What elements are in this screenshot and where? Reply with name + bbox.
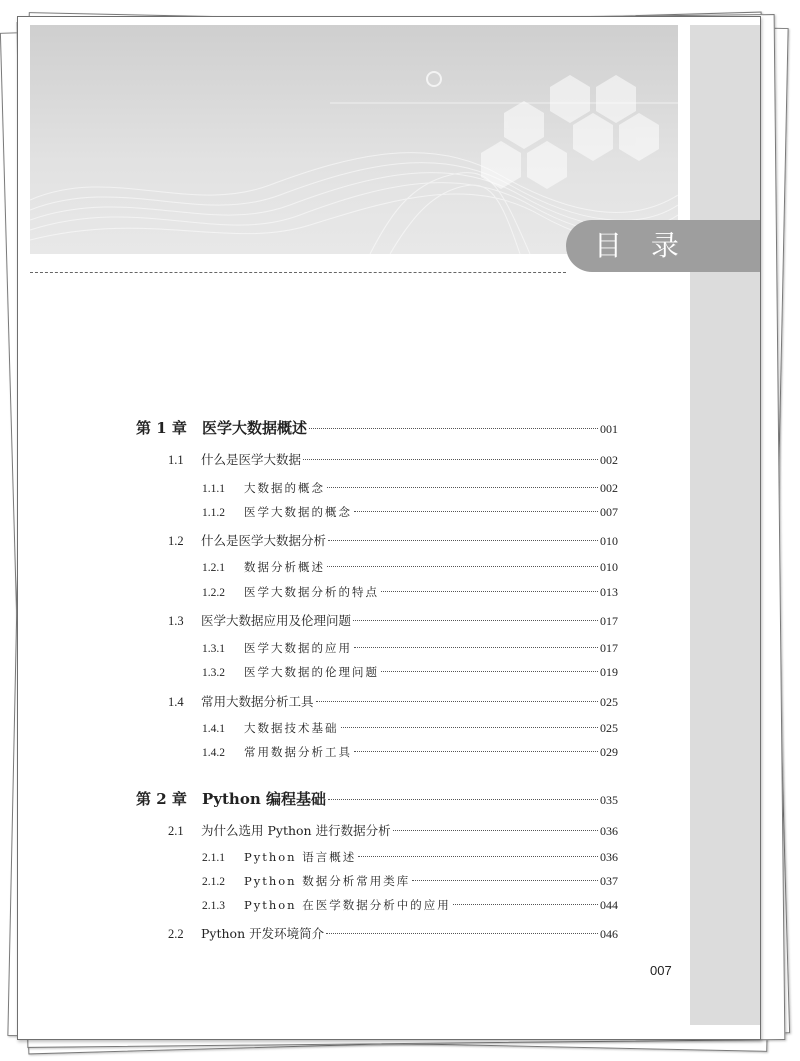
toc-entry-title: 常用数据分析工具 bbox=[244, 745, 352, 759]
toc-entry-number: 1.2.1 bbox=[202, 562, 225, 574]
toc-entry-title: 为什么选用 Python 进行数据分析 bbox=[201, 823, 391, 838]
toc-entry-page: 046 bbox=[600, 927, 618, 941]
dot-leader bbox=[358, 856, 598, 857]
dot-leader bbox=[353, 620, 598, 621]
toc-entry-title: 医学大数据的应用 bbox=[244, 641, 352, 655]
dot-leader bbox=[309, 428, 598, 429]
toc-entry-number: 2.2 bbox=[168, 927, 184, 941]
toc-entry-number: 1.3.1 bbox=[202, 643, 225, 655]
toc-entry-page: 017 bbox=[600, 641, 618, 655]
toc-entry-subsection[interactable] bbox=[202, 744, 618, 760]
toc-entry-title: Python 语言概述 bbox=[244, 850, 357, 864]
toc-entry-number: 1.1.2 bbox=[202, 507, 225, 519]
toc-entry-page: 002 bbox=[600, 453, 618, 467]
toc-entry-subsection[interactable] bbox=[202, 584, 618, 600]
toc-entry-number: 2.1.2 bbox=[202, 876, 225, 888]
toc-entry-chapter[interactable] bbox=[136, 788, 618, 809]
toc-entry-subsection[interactable] bbox=[202, 720, 618, 736]
toc-entry-page: 035 bbox=[600, 793, 618, 807]
toc-entry-page: 010 bbox=[600, 560, 618, 574]
toc-entry-number: 1.2.2 bbox=[202, 587, 225, 599]
toc-entry-subsection[interactable] bbox=[202, 480, 618, 496]
toc-entry-title: 什么是医学大数据分析 bbox=[201, 533, 327, 548]
toc-entry-subsection[interactable] bbox=[202, 849, 618, 865]
toc-entry-page: 019 bbox=[600, 665, 618, 679]
toc-page bbox=[17, 16, 761, 1040]
toc-entry-section[interactable] bbox=[168, 611, 618, 629]
dot-leader bbox=[341, 727, 599, 728]
toc-entry-subsection[interactable] bbox=[202, 664, 618, 680]
dot-leader bbox=[327, 487, 598, 488]
toc-entry-page: 037 bbox=[600, 874, 618, 888]
toc-entry-number: 第 1 章 bbox=[136, 419, 187, 437]
toc-entry-page: 001 bbox=[600, 422, 618, 436]
toc-entry-title: Python 编程基础 bbox=[202, 790, 326, 808]
right-sidebar bbox=[690, 25, 760, 1025]
toc-entry-subsection[interactable] bbox=[202, 504, 618, 520]
toc-entry-page: 013 bbox=[600, 585, 618, 599]
toc-entry-subsection[interactable] bbox=[202, 640, 618, 656]
toc-entry-number: 2.1.3 bbox=[202, 900, 225, 912]
toc-entry-page: 017 bbox=[600, 614, 618, 628]
dot-leader bbox=[328, 540, 598, 541]
toc-entry-number: 第 2 章 bbox=[136, 790, 187, 808]
dot-leader bbox=[327, 566, 598, 567]
toc-entry-page: 025 bbox=[600, 695, 618, 709]
toc-entry-section[interactable] bbox=[168, 450, 618, 468]
toc-entry-number: 1.4.2 bbox=[202, 747, 225, 759]
toc-entry-page: 036 bbox=[600, 824, 618, 838]
dot-leader bbox=[354, 511, 598, 512]
toc-entry-title: 医学大数据分析的特点 bbox=[244, 585, 379, 599]
dot-leader bbox=[354, 751, 598, 752]
dot-leader bbox=[381, 671, 598, 672]
toc-entry-number: 1.4 bbox=[168, 695, 184, 709]
toc-entry-title: 医学大数据的伦理问题 bbox=[244, 665, 379, 679]
toc-entry-title: Python 开发环境简介 bbox=[201, 926, 325, 941]
page-number: 007 bbox=[650, 963, 672, 978]
dot-leader bbox=[412, 880, 598, 881]
toc-entry-subsection[interactable] bbox=[202, 897, 618, 913]
toc-entry-title: Python 数据分析常用类库 bbox=[244, 874, 411, 888]
dot-leader bbox=[326, 933, 598, 934]
dot-leader bbox=[393, 830, 598, 831]
dot-leader bbox=[453, 904, 598, 905]
toc-entry-title: 医学大数据的概念 bbox=[244, 505, 352, 519]
toc-entry-number: 1.3 bbox=[168, 614, 184, 628]
toc-entry-number: 1.3.2 bbox=[202, 667, 225, 679]
toc-entry-section[interactable] bbox=[168, 531, 618, 549]
toc-entry-title: Python 在医学数据分析中的应用 bbox=[244, 898, 451, 912]
header-banner bbox=[30, 25, 678, 254]
toc-entry-title: 常用大数据分析工具 bbox=[201, 694, 314, 709]
toc-entry-number: 2.1.1 bbox=[202, 852, 225, 864]
toc-entry-section[interactable] bbox=[168, 924, 618, 942]
toc-entry-page: 010 bbox=[600, 534, 618, 548]
toc-entry-page: 044 bbox=[600, 898, 618, 912]
wave-hexagon-graphic bbox=[30, 25, 678, 254]
dot-leader bbox=[316, 701, 598, 702]
toc-entry-number: 1.1.1 bbox=[202, 483, 225, 495]
toc-entry-number: 1.4.1 bbox=[202, 723, 225, 735]
dot-leader bbox=[354, 647, 598, 648]
toc-entry-number: 2.1 bbox=[168, 824, 184, 838]
dot-leader bbox=[303, 459, 598, 460]
toc-entry-subsection[interactable] bbox=[202, 559, 618, 575]
toc-entry-section[interactable] bbox=[168, 821, 618, 839]
toc-entry-page: 029 bbox=[600, 745, 618, 759]
toc-entry-title: 大数据的概念 bbox=[244, 481, 325, 495]
toc-entry-title: 什么是医学大数据 bbox=[201, 452, 302, 467]
toc-entry-page: 025 bbox=[600, 721, 618, 735]
dot-leader bbox=[381, 591, 598, 592]
toc-entry-number: 1.2 bbox=[168, 534, 184, 548]
toc-heading: 目 录 bbox=[594, 229, 689, 262]
toc-entry-title: 医学大数据概述 bbox=[202, 419, 308, 437]
toc-entry-title: 数据分析概述 bbox=[244, 560, 325, 574]
toc-entry-section[interactable] bbox=[168, 692, 618, 710]
dashed-divider bbox=[30, 272, 566, 273]
toc-entry-subsection[interactable] bbox=[202, 873, 618, 889]
toc-entry-page: 036 bbox=[600, 850, 618, 864]
toc-entry-chapter[interactable] bbox=[136, 417, 618, 438]
toc-entry-number: 1.1 bbox=[168, 453, 184, 467]
toc-entry-page: 007 bbox=[600, 505, 618, 519]
toc-entry-title: 大数据技术基础 bbox=[244, 721, 339, 735]
toc-entry-page: 002 bbox=[600, 481, 618, 495]
toc-entry-title: 医学大数据应用及伦理问题 bbox=[201, 613, 352, 628]
dot-leader bbox=[328, 799, 598, 800]
